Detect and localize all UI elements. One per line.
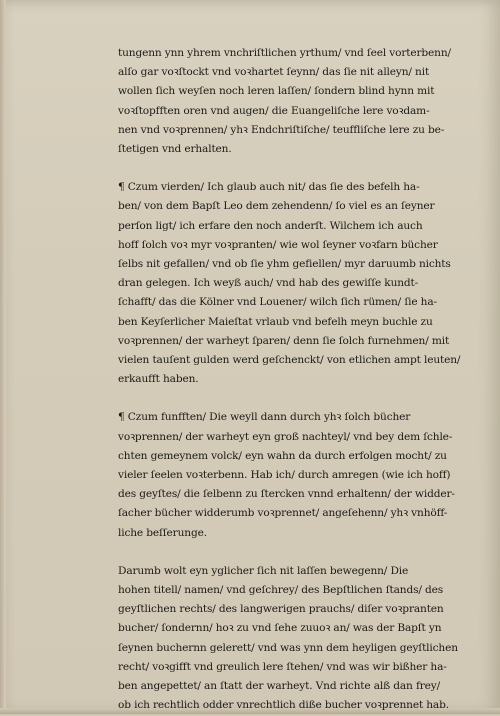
text-line: ſeynen buchernn gelerett/ vnd was ynn dem heyligen geyſtlichen <box>118 641 458 654</box>
text-line: ſchafft/ das die Kölner vnd Louener/ wilch ſich rümen/ ſie ha- <box>118 296 437 309</box>
text-line: vieler ſeelen voꝛterbenn. Hab ich/ durch amregen (wie ich hoff) <box>118 469 451 482</box>
text-line: perſon ligt/ ich erfare den noch anderſt. Wilchem ich auch <box>118 219 423 232</box>
paragraph-4 <box>118 562 464 716</box>
text-line: bucher/ ſondernn/ hoꝛ zu vnd ſehe zuuoꝛ an/ was der Bapſt yn <box>118 622 442 635</box>
text-line: erkaufft haben. <box>118 373 199 386</box>
body-text <box>118 44 464 716</box>
text-line: des geyſtes/ die ſelbenn zu ſtercken vnnd erhaltenn/ der widder- <box>118 488 455 501</box>
text-line: ſtetigen vnd erhalten. <box>118 143 232 156</box>
text-line: ſacher bücher widderumb voꝛprennet/ angeſehenn/ yhꝛ vnhöff- <box>118 507 448 520</box>
text-line: vielen tauſent gulden werd geſchenckt/ von etlichen ampt leuten/ <box>118 354 461 367</box>
text-line: voꝛprennen/ der warheyt eyn groß nachteyl/ vnd bey dem ſchle- <box>118 430 453 443</box>
text-line: voꝛſtopfften oren vnd augen/ die Euangeliſche lere voꝛdam- <box>118 104 430 117</box>
text-line: Darumb wolt eyn yglicher ſich nit laſſen bewegenn/ Die <box>118 564 409 577</box>
text-line: recht/ voꝛgifft vnd greulich lere ſtehen/ vnd was wir bißher ha- <box>118 660 447 673</box>
text-line: wollen ſich weyſen noch leren laſſen/ ſondern blind hynn mit <box>118 85 435 98</box>
text-line: liche beſſerunge. <box>118 526 207 539</box>
text-line: ben angepettet/ an ſtatt der warheyt. Vnd richte alß dan frey/ <box>118 680 441 693</box>
paragraph-1 <box>118 44 464 159</box>
text-line: ben/ von dem Bapſt Leo dem zehendenn/ ſo viel es an ſeyner <box>118 200 435 213</box>
text-line: dran gelegen. Ich weyß auch/ vnd hab des gewiſſe kundt- <box>118 277 419 290</box>
text-line: geyſtlichen rechts/ des langwerigen prauchs/ diſer voꝛpranten <box>118 603 444 616</box>
text-line: hohen titell/ namen/ vnd geſchrey/ des Bepſtlichen ſtands/ des <box>118 584 444 597</box>
page-left-edge <box>0 0 6 714</box>
text-line: voꝛprennen/ der warheyt ſparen/ denn ſie ſolch furnehmen/ mit <box>118 334 450 347</box>
text-line: ¶ Czum vierden/ Ich glaub auch nit/ das ſie des befelh ha- <box>118 181 420 194</box>
text-line: tungenn ynn yhrem vnchriſtlichen yrthum/ vnd ſeel vorterbenn/ <box>118 47 451 59</box>
text-line: ſelbs nit gefallen/ vnd ob ſie yhm gefiellen/ myr daruumb nichts <box>118 258 451 271</box>
text-line: ob ich rechtlich odder vnrechtlich diße bucher voꝛprennet hab. <box>118 699 449 712</box>
text-line: ben Keyſerlicher Maieſtat vrlaub vnd befelh meyn buchle zu <box>118 315 433 328</box>
paragraph-3 <box>118 408 464 542</box>
text-line: chten gemeynem volck/ eyn wahn da durch erfolgen mocht/ zu <box>118 449 447 462</box>
paragraph-2 <box>118 178 464 389</box>
text-line: nen vnd voꝛprennen/ yhꝛ Endchriſtiſche/ teuffliſche lere zu be- <box>118 123 445 136</box>
text-line: hoff ſolch voꝛ myr voꝛpranten/ wie wol ſeyner voꝛfarn bücher <box>118 238 438 251</box>
text-line: alſo gar voꝛſtockt vnd voꝛhartet ſeynn/ das ſie nit alleyn/ nit <box>118 66 430 79</box>
text-line: ¶ Czum funfften/ Die weyll dann durch yhꝛ ſolch bücher <box>118 411 411 424</box>
